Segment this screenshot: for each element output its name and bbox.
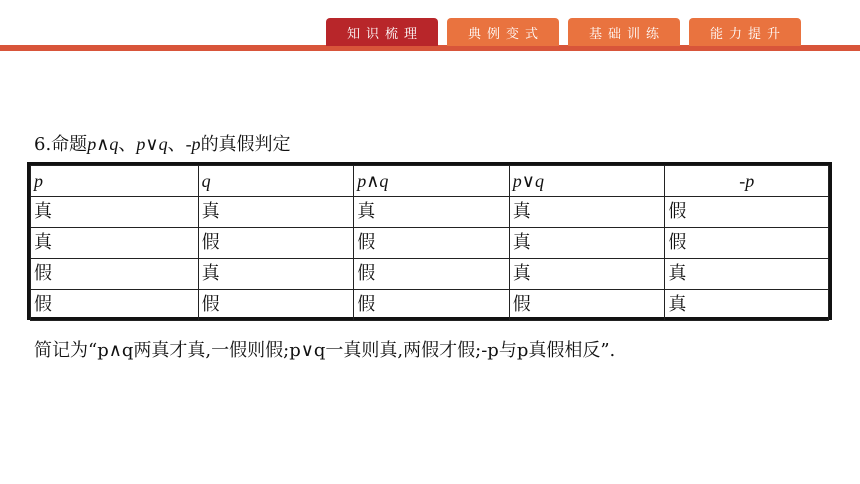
table-row (31, 228, 829, 259)
title-sep2: 、 (167, 134, 186, 155)
table-cell: 真 (665, 290, 829, 321)
title-prefix: 6.命题 (34, 134, 88, 155)
tab-knowledge[interactable]: 知识梳理 (326, 18, 438, 46)
table-cell: 假 (198, 290, 354, 321)
table-row (31, 197, 829, 228)
table-cell: 真 (31, 228, 199, 259)
title-suffix: 的真假判定 (200, 134, 291, 155)
title-or: ∨ (145, 134, 159, 155)
title-p2: p (136, 134, 146, 154)
header-p-or-q: p∨q (509, 166, 665, 197)
summary-text: 简记为“p∧q两真才真,一假则假;p∨q一真则真,两假才假;-p与p真假相反”. (34, 340, 616, 361)
title-sep1: 、 (118, 134, 137, 155)
title-q: q (109, 134, 119, 154)
table-cell: 假 (31, 259, 199, 290)
table-cell: 真 (509, 259, 665, 290)
table-cell: 真 (31, 197, 199, 228)
table-header-row (31, 166, 829, 197)
title-p: p (87, 134, 97, 154)
header-q: q (198, 166, 354, 197)
tab-ability[interactable]: 能力提升 (689, 18, 801, 46)
header-p-and-q: p∧q (354, 166, 510, 197)
table-cell: 真 (509, 228, 665, 259)
table-cell: 假 (354, 228, 510, 259)
table-cell: 假 (198, 228, 354, 259)
table-cell: 假 (354, 259, 510, 290)
table-cell: 真 (354, 197, 510, 228)
title-and: ∧ (96, 134, 110, 155)
table-row (31, 290, 829, 321)
table-cell: 真 (665, 259, 829, 290)
tab-examples[interactable]: 典例变式 (447, 18, 559, 46)
table-cell: 真 (198, 259, 354, 290)
table-cell: 真 (198, 197, 354, 228)
table-cell: 真 (509, 197, 665, 228)
title-q2: q (158, 134, 168, 154)
truth-table (27, 162, 832, 320)
table-cell: 假 (31, 290, 199, 321)
table-cell: 假 (665, 228, 829, 259)
table-cell: 假 (354, 290, 510, 321)
nav-tabs (326, 18, 801, 46)
header-p: p (31, 166, 199, 197)
table-row (31, 259, 829, 290)
header-not-p: -p (665, 166, 829, 197)
table-cell: 假 (509, 290, 665, 321)
section-title (34, 130, 291, 156)
table-cell: 假 (665, 197, 829, 228)
tab-basic-training[interactable]: 基础训练 (568, 18, 680, 46)
title-notp: -p (185, 134, 201, 154)
